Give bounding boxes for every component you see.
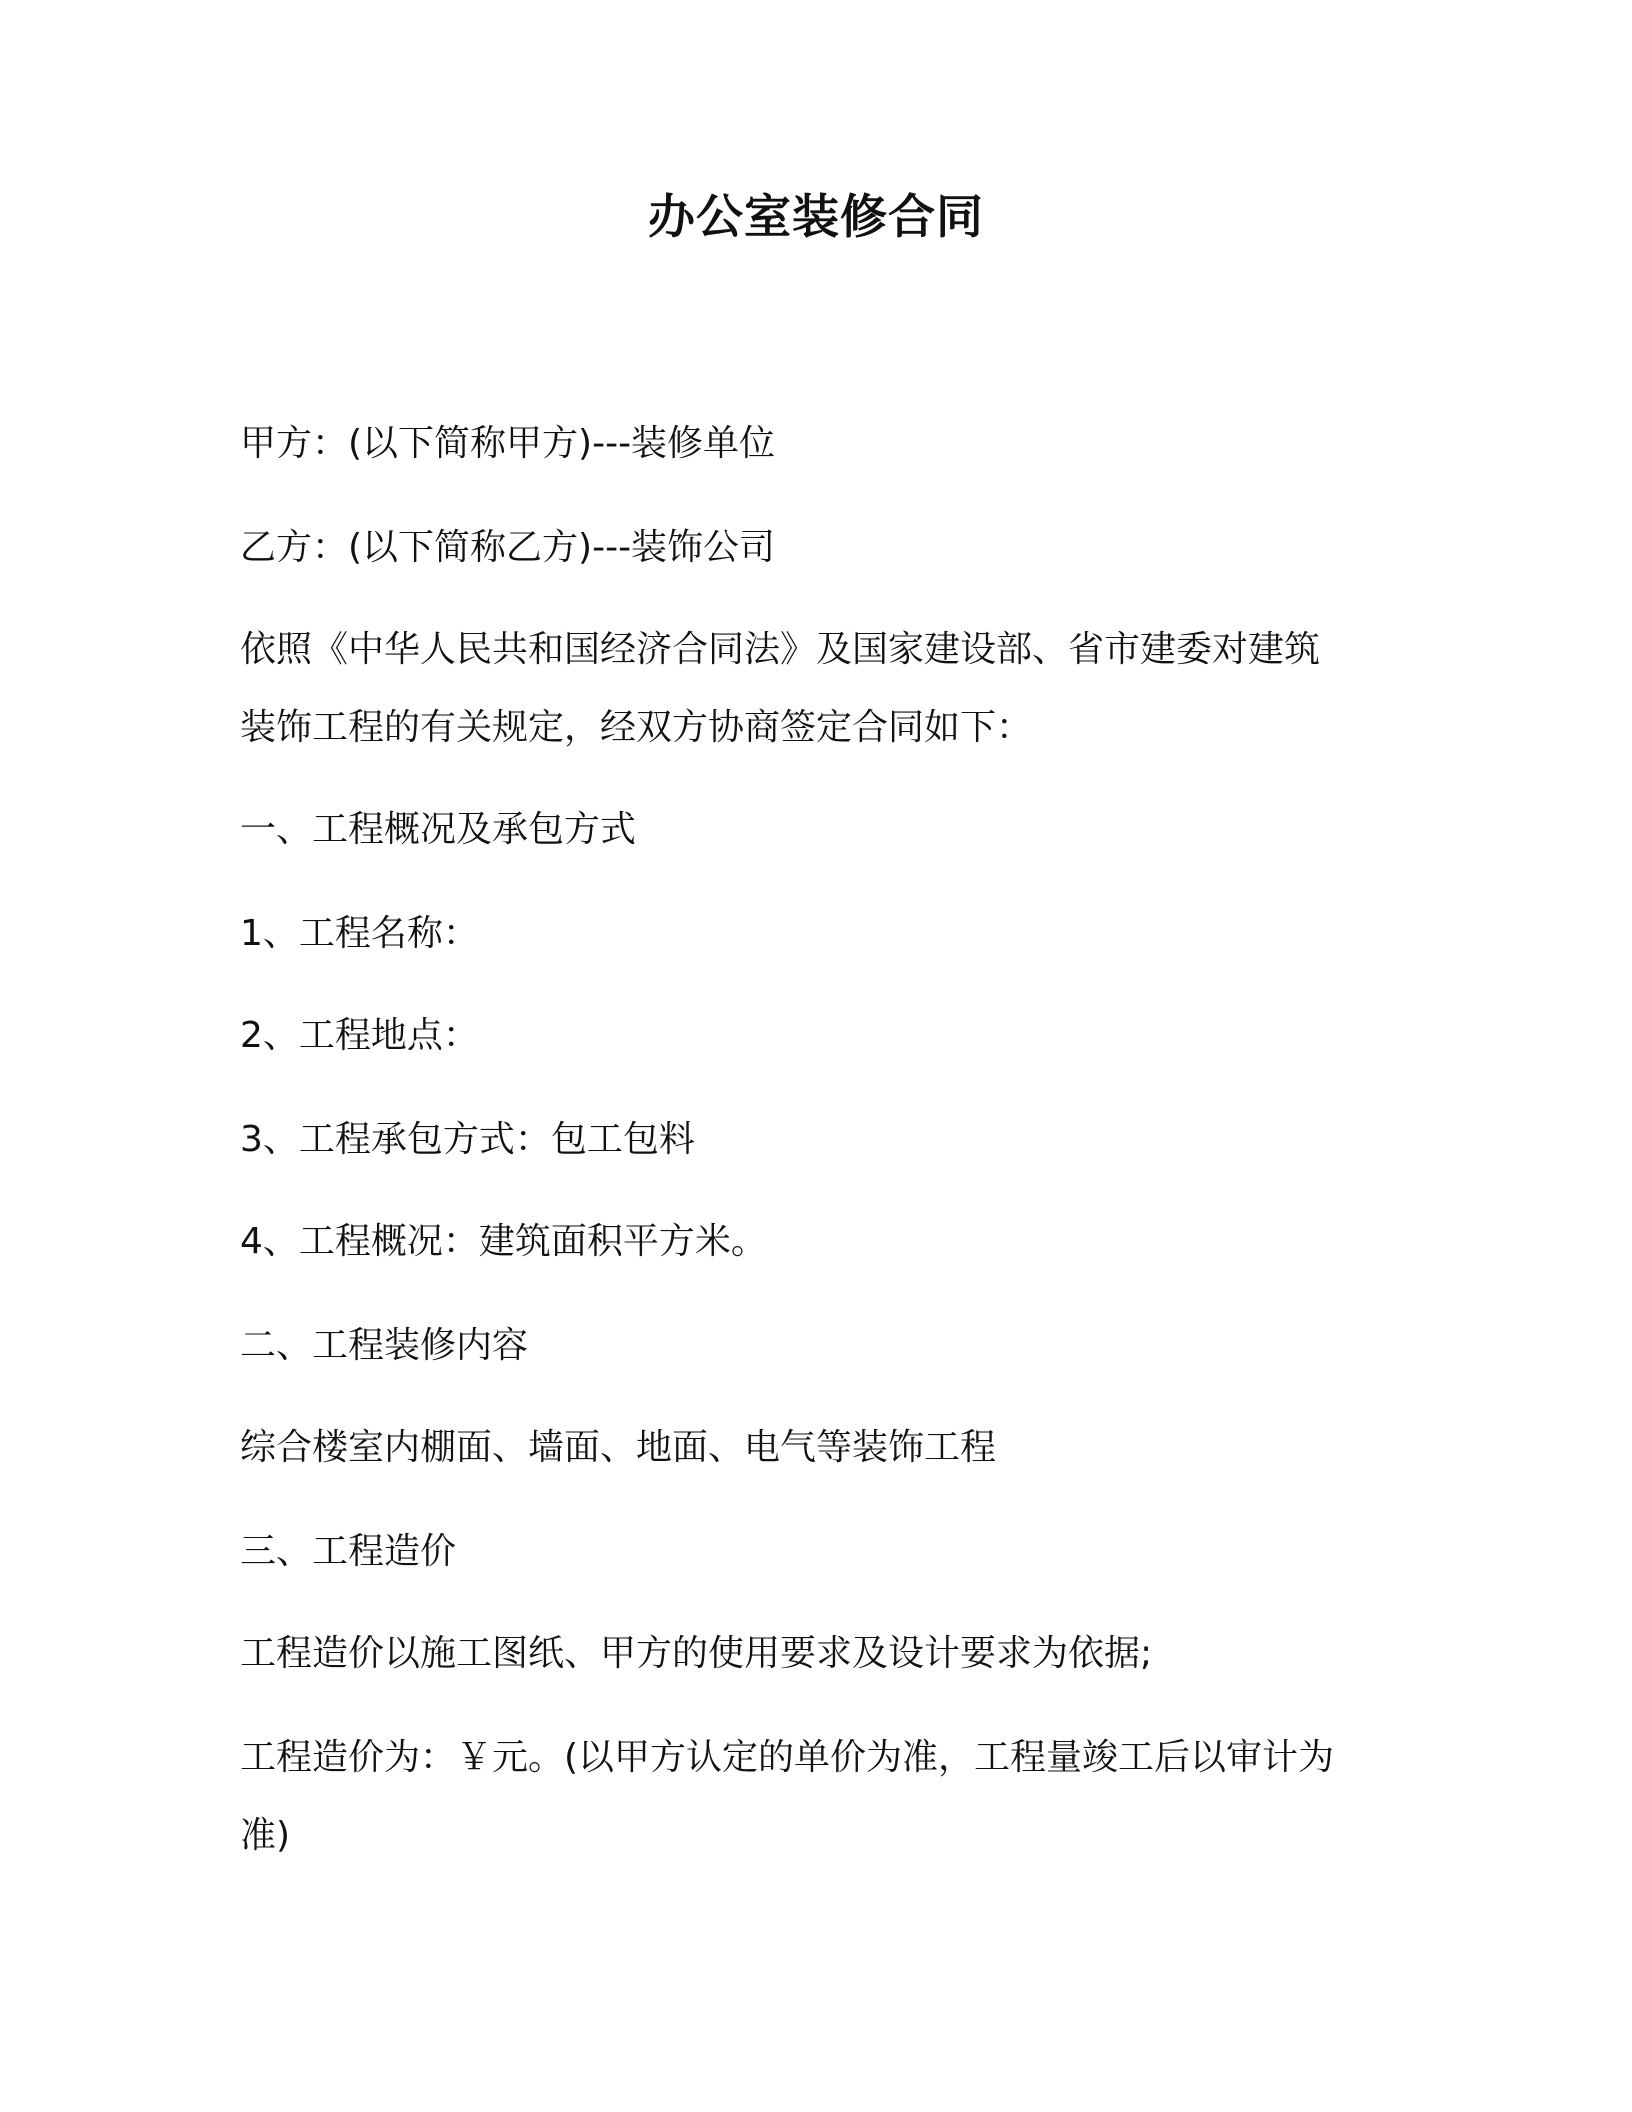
section-3-heading: 三、工程造价 [240,1531,457,1572]
item-4: 4、工程概况：建筑面积平方米。 [240,1221,767,1262]
section-3-price-line-2: 准) [240,1815,291,1856]
party-a-line: 甲方：(以下简称甲方)---装修单位 [240,423,776,464]
preamble-line-1: 依照《中华人民共和国经济合同法》及国家建设部、省市建委对建筑 [240,629,1321,670]
party-b-line: 乙方：(以下简称乙方)---装饰公司 [240,527,776,568]
item-1: 1、工程名称： [240,913,479,954]
item-2: 2、工程地点： [240,1015,479,1056]
section-3-price-line-1: 工程造价为：￥元。(以甲方认定的单价为准，工程量竣工后以审计为 [240,1737,1335,1778]
preamble-line-2: 装饰工程的有关规定，经双方协商签定合同如下： [240,707,1033,748]
document-title: 办公室装修合同 [648,190,984,245]
item-3: 3、工程承包方式：包工包料 [240,1119,695,1160]
section-1-heading: 一、工程概况及承包方式 [240,809,637,850]
section-2-heading: 二、工程装修内容 [240,1325,529,1366]
section-2-body: 综合楼室内棚面、墙面、地面、电气等装饰工程 [240,1427,997,1468]
section-3-basis: 工程造价以施工图纸、甲方的使用要求及设计要求为依据; [240,1633,1153,1674]
